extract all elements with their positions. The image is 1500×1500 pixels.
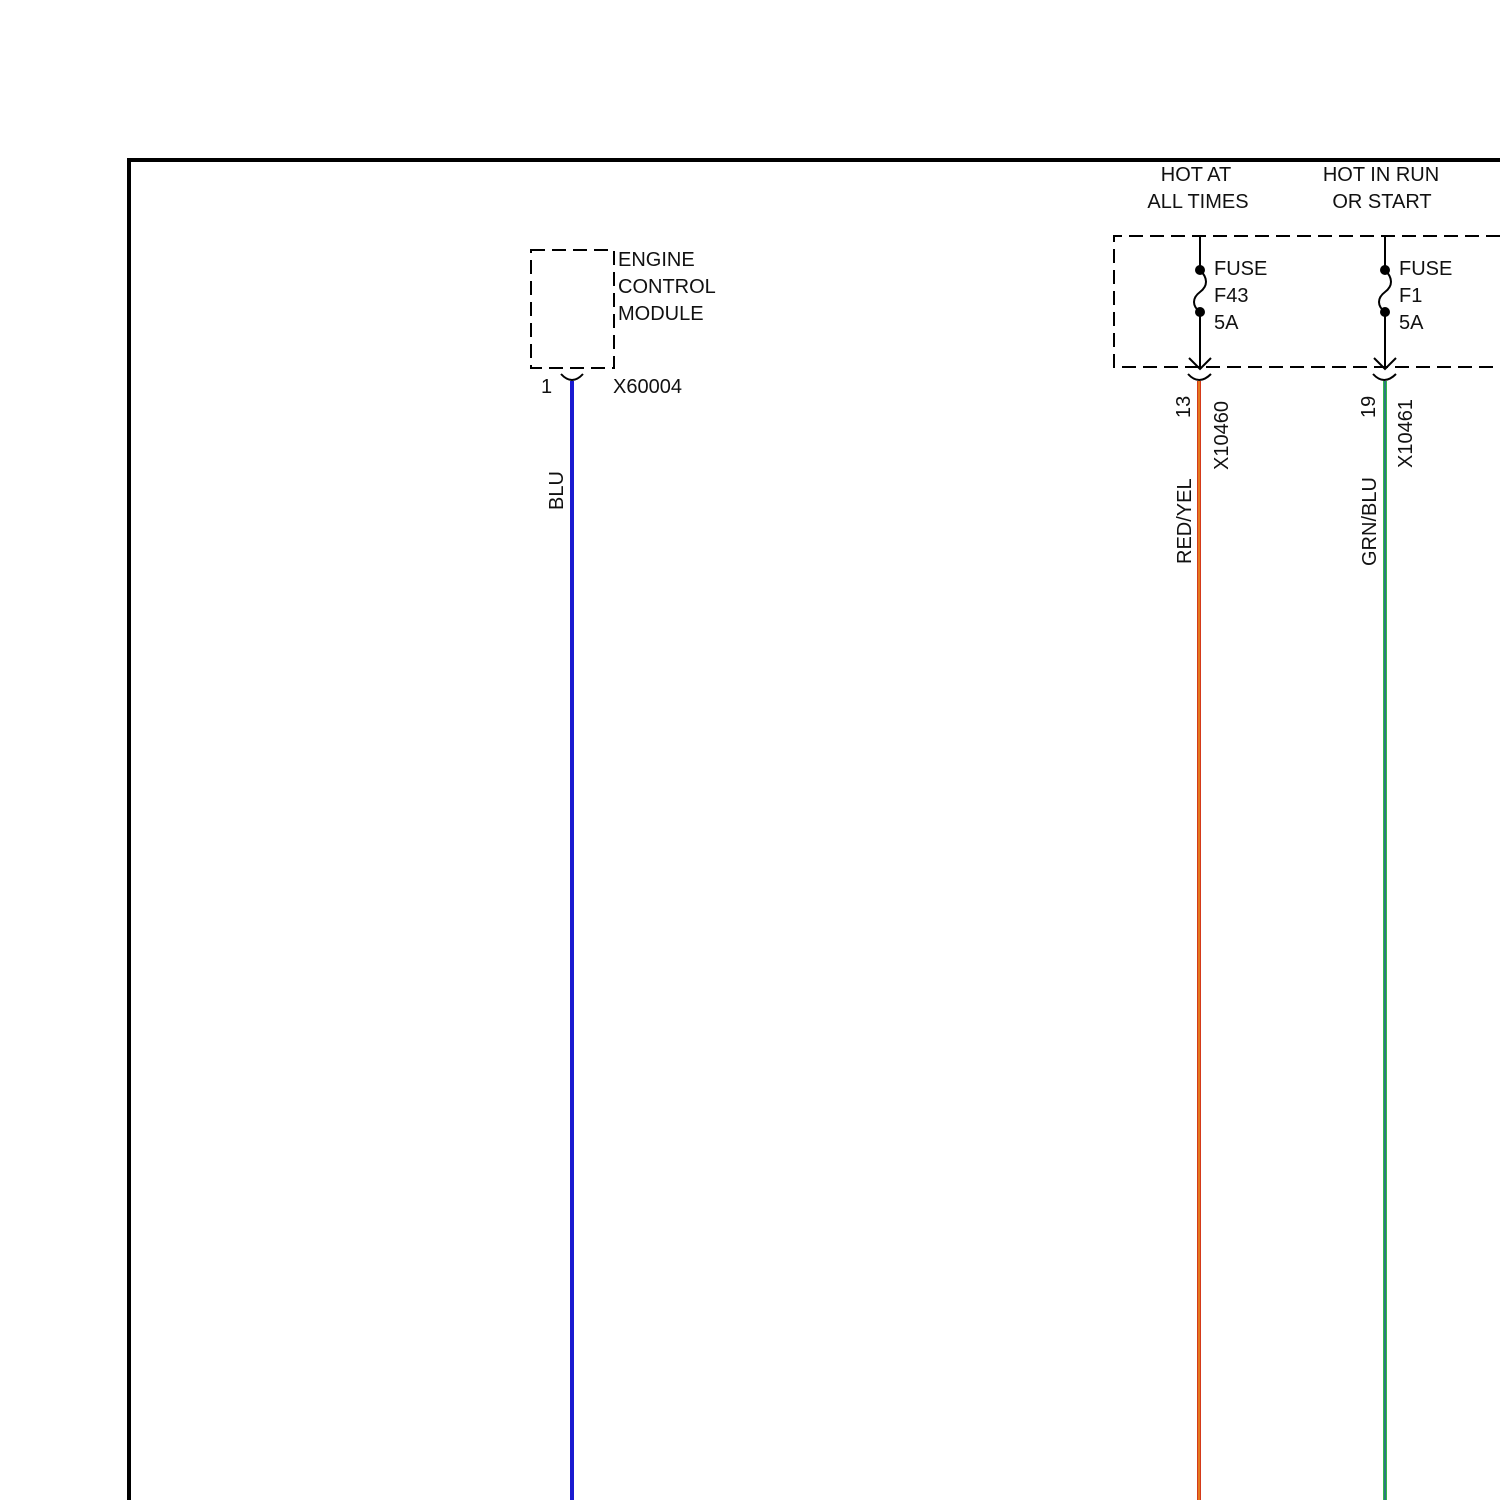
ecm-name-line-2: CONTROL [618,276,716,298]
connector-x10460-symbol [1188,374,1211,380]
fuse-f43-label-line-3: 5A [1214,312,1239,334]
blu-wire-label: BLU [546,471,568,510]
fuse-f1-label-line-1: FUSE [1399,258,1453,280]
ecm-name-line-3: MODULE [618,303,704,325]
connector-x10461-id: X10461 [1395,399,1417,468]
diagram-frame [129,160,1500,1500]
fuse-box-dashed-outline [1114,236,1500,367]
fuse-f1-symbol [1379,270,1391,312]
power-source-hot-at-all-times [1147,164,1267,1500]
connector-x10460-id: X10460 [1211,401,1233,470]
fuse-f1-label-line-2: F1 [1399,285,1423,307]
ecm-dashed-box [531,250,614,368]
grn-blu-wire-label: GRN/BLU [1359,477,1381,566]
ecm-pin-number: 1 [541,376,553,398]
ecm-connector-id: X60004 [613,376,682,398]
power-source-hot-in-run-or-start [1323,164,1453,1500]
fuse-f43-label-line-1: FUSE [1214,258,1268,280]
source-1-heading-line-1: HOT AT [1160,164,1232,186]
fuse-f1-label-line-3: 5A [1399,312,1424,334]
red-yel-wire-label: RED/YEL [1174,478,1196,564]
source-1-heading-line-2: ALL TIMES [1147,191,1249,213]
connector-x10461-symbol [1373,374,1396,380]
source-2-heading-line-1: HOT IN RUN [1322,164,1440,186]
connector-x10460-pin: 13 [1173,395,1195,418]
source-2-heading-line-2: OR START [1332,191,1432,213]
fuse-f43-symbol [1194,270,1206,312]
connector-x10461-pin: 19 [1358,395,1380,418]
ecm-name-line-1: ENGINE [618,249,695,271]
ecm-connector-symbol [561,374,583,380]
engine-control-module [531,249,716,398]
fuse-f43-label-line-2: F43 [1214,285,1249,307]
